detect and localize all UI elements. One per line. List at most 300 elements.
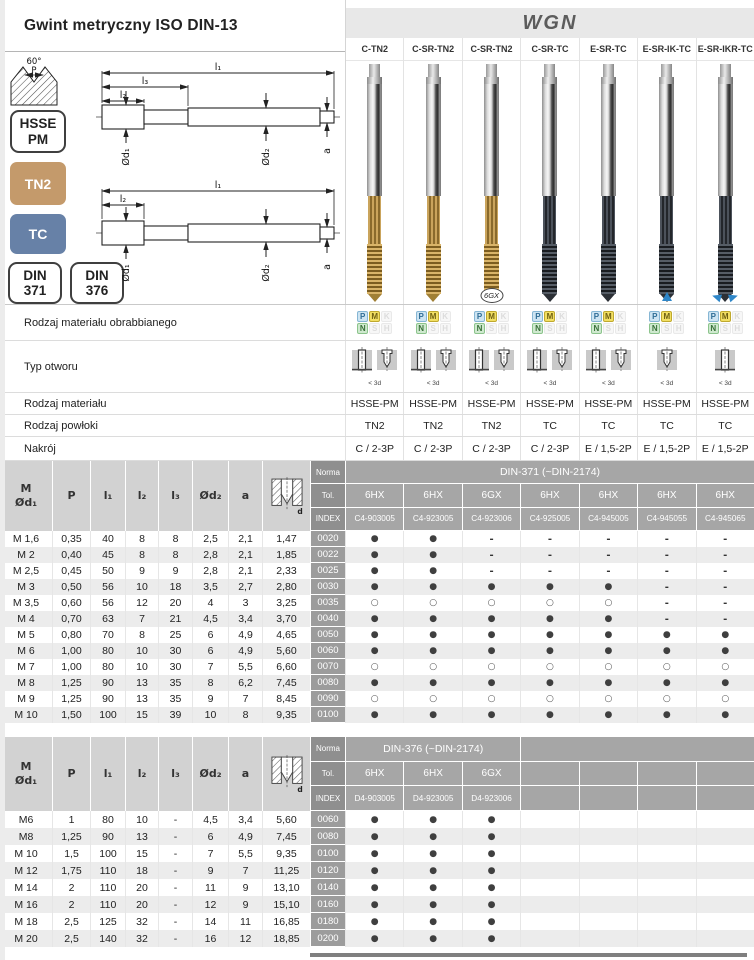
availability-cell — [696, 611, 754, 627]
hole-depth-note: < 3d — [718, 379, 732, 387]
dim-value: 3,4 — [228, 611, 262, 627]
material-badge-p: P — [591, 311, 602, 322]
attribute-cell — [520, 341, 578, 392]
attribute-value: E / 1,5-2P — [585, 442, 632, 455]
attr-label-coating: Rodzaj powłoki — [24, 419, 98, 432]
availability-cell — [520, 930, 578, 947]
hole-type-icons — [586, 347, 631, 379]
material-row — [0, 393, 754, 415]
product-column-label: E-SR-IKR-TC — [697, 38, 754, 61]
hole-icon-blind — [552, 347, 572, 379]
attribute-cell — [579, 393, 637, 414]
material-suitability-chart — [532, 310, 567, 335]
availability-cell — [696, 563, 754, 579]
dim-value: 18 — [125, 862, 158, 879]
availability-cell — [579, 896, 637, 913]
availability-symbol: - — [664, 549, 669, 561]
dim-value: 7 — [192, 845, 228, 862]
availability-cell — [403, 675, 461, 691]
availability-cell — [345, 611, 403, 627]
availability-symbol: ● — [487, 831, 496, 842]
dim-value: 2 — [52, 896, 90, 913]
material-suitability-chart — [474, 310, 509, 335]
attribute-value: C / 2-3P — [355, 442, 394, 455]
index-code-cell — [637, 786, 695, 810]
material-suitability-cells — [345, 305, 754, 340]
dim-value: M 10 — [14, 709, 38, 721]
availability-cell — [637, 811, 695, 828]
attribute-cell — [403, 415, 461, 436]
availability-symbol: - — [723, 613, 728, 625]
availability-symbol: - — [664, 565, 669, 577]
tap-thread — [484, 244, 499, 294]
tap-square-head — [428, 64, 439, 77]
availability-symbol: ● — [546, 646, 554, 656]
dim-value: 63 — [90, 611, 125, 627]
dim-value: M 4 — [17, 613, 35, 625]
material-badge-p: P — [532, 311, 543, 322]
table1-index-row — [310, 508, 754, 530]
availability-cell — [637, 691, 695, 707]
availability-cell — [403, 862, 461, 879]
drawing-area — [0, 52, 345, 304]
title-row — [0, 0, 345, 52]
attribute-cell — [403, 305, 461, 340]
dim-value: 0,40 — [52, 547, 90, 563]
dim-value: 30 — [158, 659, 192, 675]
spec-row — [0, 563, 754, 579]
availability-symbol: - — [489, 565, 494, 577]
dim-value: 4,9 — [228, 828, 262, 845]
dim-header-line: l₃ — [171, 767, 180, 781]
tap-tip — [543, 294, 557, 302]
table1-tol-row — [310, 484, 754, 506]
material-badge-m: M — [544, 311, 555, 322]
availability-symbol: ○ — [662, 662, 671, 672]
availability-symbol: ● — [370, 566, 379, 576]
index-code-cell: C4-903005 — [345, 508, 403, 530]
availability-symbol: ● — [429, 630, 438, 640]
hole-type-row — [0, 341, 754, 393]
material-badge-k: K — [673, 311, 684, 322]
tolerance-cell: 6HX — [345, 484, 403, 506]
blue-tip-arrow — [662, 292, 672, 301]
attribute-value: TC — [542, 419, 557, 432]
availability-cell — [579, 691, 637, 707]
index-number: 0080 — [310, 828, 345, 845]
dim-value: 32 — [125, 913, 158, 930]
availability-symbol: ● — [546, 614, 554, 624]
material-badge-n: N — [474, 323, 485, 334]
dim-value: M 6 — [17, 645, 35, 657]
availability-cell — [345, 913, 403, 930]
availability-symbol: ○ — [429, 598, 438, 608]
availability-symbol: - — [723, 597, 728, 609]
dim-header — [228, 737, 262, 811]
material-badge-k: K — [381, 311, 392, 322]
availability-symbol: ○ — [546, 694, 554, 704]
dim-value: 10 — [125, 659, 158, 675]
table1-norma-row — [310, 461, 754, 483]
availability-symbol: ● — [429, 916, 438, 927]
availability-symbol: ● — [370, 582, 379, 592]
availability-cell — [462, 828, 520, 845]
material-chart-row — [532, 311, 567, 322]
hole-icon-through — [352, 347, 372, 379]
availability-cell — [696, 828, 754, 845]
dim-value: 80 — [90, 659, 125, 675]
spec-table-din371 — [0, 461, 754, 723]
availability-symbol: ○ — [487, 598, 496, 608]
attribute-value: TC — [718, 419, 733, 432]
availability-cell — [637, 531, 695, 547]
index-number: 0120 — [310, 862, 345, 879]
dim-value: 39 — [158, 707, 192, 723]
availability-symbol: - — [547, 565, 553, 577]
product-column-label: C-SR-TN2 — [463, 38, 520, 61]
availability-cell — [579, 547, 637, 563]
dim-value: 56 — [90, 579, 125, 595]
table1-dimension-headers — [0, 461, 310, 531]
tolerance-cell — [696, 762, 754, 786]
attribute-cell — [403, 393, 461, 414]
hole-icon-through — [586, 347, 606, 379]
tap-square-head — [720, 64, 731, 77]
availability-symbol: ○ — [487, 694, 496, 704]
blue-tip-arrows — [710, 291, 740, 301]
attribute-value: TN2 — [423, 419, 444, 432]
availability-symbol: ● — [604, 630, 613, 640]
dim-value: 15 — [125, 845, 158, 862]
hole-depth-note: < 3d — [426, 379, 440, 387]
availability-cell — [345, 828, 403, 845]
availability-cell — [345, 595, 403, 611]
dim-header — [0, 461, 52, 531]
hole-depth-note: < 3d — [485, 379, 498, 387]
availability-symbol: ● — [370, 865, 379, 876]
availability-symbol: ● — [487, 882, 496, 893]
availability-cell — [520, 896, 578, 913]
dim-value: 11 — [192, 879, 228, 896]
availability-symbol: ● — [429, 566, 438, 576]
availability-symbol: ● — [487, 814, 496, 825]
attribute-value: HSSE-PM — [642, 397, 691, 410]
material-badge-n: N — [708, 323, 719, 334]
availability-cell — [345, 579, 403, 595]
material-badge-h: H — [732, 323, 743, 334]
availability-cell — [345, 547, 403, 563]
attr-label-material: Rodzaj materiału — [24, 397, 107, 410]
availability-cell — [403, 896, 461, 913]
dim-value: 110 — [90, 896, 125, 913]
attribute-cell — [345, 415, 403, 436]
dim-value: 4,9 — [228, 643, 262, 659]
availability-cell — [462, 531, 520, 547]
tap-thread — [542, 244, 557, 294]
dim-value: 45 — [90, 547, 125, 563]
availability-cell — [345, 930, 403, 947]
index-number: 0030 — [310, 579, 345, 595]
availability-cell — [403, 531, 461, 547]
attribute-cell — [579, 341, 637, 392]
material-badge-s: S — [369, 323, 380, 334]
dim-value: 12 — [228, 930, 262, 947]
material-chart-row — [591, 311, 626, 322]
availability-cell — [462, 579, 520, 595]
availability-symbol: ● — [370, 710, 379, 720]
dim-value: 1 — [52, 811, 90, 828]
availability-cell — [462, 643, 520, 659]
material-badge-h: H — [615, 323, 626, 334]
tap-flutes — [543, 196, 556, 244]
spec-row — [0, 828, 754, 845]
availability-cell — [696, 930, 754, 947]
availability-cell — [579, 627, 637, 643]
table2-index-row — [310, 786, 754, 810]
attribute-value: HSSE-PM — [526, 397, 574, 410]
hole-icon-blind — [377, 347, 397, 379]
availability-cell — [696, 707, 754, 723]
availability-cell — [637, 845, 695, 862]
availability-cell — [403, 563, 461, 579]
attribute-cell — [462, 305, 520, 340]
availability-cell — [345, 563, 403, 579]
dim-value: - — [158, 930, 192, 947]
availability-cell — [696, 531, 754, 547]
material-badge-p: P — [474, 311, 485, 322]
availability-symbol: ● — [429, 710, 438, 720]
product-column — [696, 38, 754, 304]
dim-value: 3,70 — [262, 611, 310, 627]
availability-cell — [637, 862, 695, 879]
dim-value: 9,35 — [262, 707, 310, 723]
availability-cell — [637, 930, 695, 947]
spec-row — [0, 643, 754, 659]
dim-value: 56 — [90, 595, 125, 611]
availability-symbol: ● — [662, 646, 671, 656]
attribute-cell — [579, 437, 637, 460]
material-cells — [345, 393, 754, 414]
availability-symbol: - — [489, 533, 494, 545]
dim-value: 18,85 — [262, 930, 310, 947]
availability-cell — [345, 659, 403, 675]
availability-symbol: - — [606, 565, 611, 577]
dim-value: - — [158, 879, 192, 896]
attribute-cell — [345, 437, 403, 460]
index-code-cell: C4-945065 — [696, 508, 754, 530]
dim-value: M 3 — [17, 581, 35, 593]
material-badge-h: H — [381, 323, 392, 334]
dim-value: - — [158, 845, 192, 862]
tolerance-cells — [345, 762, 754, 786]
material-badge-p: P — [416, 311, 427, 322]
dim-value: M 9 — [17, 693, 35, 705]
availability-cell — [696, 879, 754, 896]
dim-label-d1-bottom: Ød₁ — [121, 264, 132, 282]
availability-cell — [520, 595, 578, 611]
norma-label: Norma — [310, 737, 345, 761]
availability-cell — [345, 811, 403, 828]
product-column-label: E-SR-TC — [580, 38, 637, 61]
index-number: 0100 — [310, 845, 345, 862]
tolerance-cell: 6HX — [579, 484, 637, 506]
availability-cell — [462, 675, 520, 691]
tap-shank — [718, 84, 733, 196]
badge-hsse-line2: PM — [27, 131, 49, 147]
availability-cell — [403, 811, 461, 828]
dim-value: 6,60 — [262, 659, 310, 675]
badge-tn2: TN2 — [10, 162, 66, 205]
dim-label-l2-top: l₂ — [119, 90, 127, 101]
availability-symbol: ○ — [429, 662, 438, 672]
dim-label-d1-top: Ød₁ — [121, 148, 132, 166]
availability-cell — [403, 627, 461, 643]
dim-value: 5,60 — [262, 811, 310, 828]
index-number: 0100 — [310, 707, 345, 723]
tap-collar — [718, 77, 733, 84]
availability-cell — [696, 675, 754, 691]
coating-row — [0, 415, 754, 437]
availability-cell — [403, 611, 461, 627]
hole-icon-blind — [494, 347, 514, 379]
hole-type-icons — [469, 347, 514, 379]
material-badge-h: H — [440, 323, 451, 334]
spec-row — [0, 913, 754, 930]
attribute-value: TN2 — [364, 419, 385, 432]
availability-cell — [696, 811, 754, 828]
dim-value: 110 — [90, 862, 125, 879]
tolerance-cell — [637, 762, 695, 786]
availability-symbol: ● — [370, 614, 379, 624]
material-badge-h: H — [673, 323, 684, 334]
availability-cell — [579, 659, 637, 675]
dim-value: 2,8 — [192, 563, 228, 579]
availability-cell — [637, 547, 695, 563]
availability-cell — [520, 531, 578, 547]
availability-symbol: ● — [487, 630, 496, 640]
spec-row — [0, 896, 754, 913]
attr-label-chamfer: Nakrój — [24, 442, 56, 455]
availability-cell — [579, 828, 637, 845]
dim-value: 4,9 — [228, 627, 262, 643]
dim-value: 0,45 — [52, 563, 90, 579]
tap-collar — [426, 77, 441, 84]
material-badge-k: K — [498, 311, 509, 322]
dim-value: 0,70 — [52, 611, 90, 627]
availability-cell — [345, 879, 403, 896]
dim-value: 6 — [192, 643, 228, 659]
attribute-cell — [696, 305, 754, 340]
availability-cell — [520, 659, 578, 675]
availability-symbol: ● — [546, 630, 554, 640]
tap-shank — [601, 84, 616, 196]
attribute-cell — [462, 415, 520, 436]
dim-label-l1-top: l₁ — [214, 62, 222, 73]
dim-value: 1,00 — [52, 643, 90, 659]
availability-cell — [696, 659, 754, 675]
dim-value: 12 — [125, 595, 158, 611]
tap-shank — [367, 84, 382, 196]
spec-row — [0, 595, 754, 611]
dim-value: 1,5 — [52, 845, 90, 862]
dim-value: 9 — [228, 896, 262, 913]
spec-row — [0, 579, 754, 595]
index-number: 0020 — [310, 531, 345, 547]
tap-tip — [368, 294, 382, 302]
product-column — [520, 38, 578, 304]
badge-hsse-line1: HSSE — [19, 116, 57, 132]
dim-value: 5,5 — [228, 659, 262, 675]
dim-header-line: l₁ — [103, 489, 113, 503]
tap-photo — [638, 61, 695, 304]
availability-cell — [462, 862, 520, 879]
drill-icon-header — [262, 737, 310, 811]
availability-cell — [696, 691, 754, 707]
dim-header-line: M — [20, 482, 32, 496]
hole-icon-blind — [436, 347, 456, 379]
dim-label-l3-top: l₃ — [141, 76, 149, 87]
tolerance-class-note: 6GX — [480, 288, 503, 303]
table2-tol-row — [310, 762, 754, 786]
availability-symbol: - — [547, 549, 553, 561]
tap-square-head — [544, 64, 555, 77]
hole-type-icons — [352, 347, 397, 379]
attribute-cell — [579, 305, 637, 340]
attribute-cell — [520, 437, 578, 460]
availability-cell — [520, 643, 578, 659]
availability-symbol: ● — [487, 848, 496, 859]
tap-flutes — [602, 196, 615, 244]
hole-icon-through — [411, 347, 431, 379]
product-column — [637, 38, 695, 304]
availability-symbol: - — [723, 565, 728, 577]
availability-symbol: ● — [370, 916, 379, 927]
index-code-cell — [579, 786, 637, 810]
availability-symbol: - — [489, 549, 494, 561]
availability-symbol: ○ — [662, 694, 671, 704]
availability-cell — [462, 707, 520, 723]
dim-value: 2,1 — [228, 547, 262, 563]
attribute-value: C / 2-3P — [472, 442, 511, 455]
attribute-cell — [637, 341, 695, 392]
availability-symbol: ○ — [429, 694, 438, 704]
dim-value: 5,60 — [262, 643, 310, 659]
index-number: 0200 — [310, 930, 345, 947]
attribute-value: HSSE-PM — [350, 397, 399, 410]
svg-text:d: d — [296, 784, 303, 793]
availability-symbol: ● — [604, 710, 613, 720]
spec-row — [0, 531, 754, 547]
dim-value: 4,5 — [192, 611, 228, 627]
tap-square-head — [369, 64, 380, 77]
spec-row — [0, 879, 754, 896]
dim-value: 2,8 — [192, 547, 228, 563]
availability-cell — [403, 579, 461, 595]
availability-symbol: ● — [429, 534, 438, 544]
dim-value: 9 — [192, 862, 228, 879]
availability-symbol: ● — [429, 831, 438, 842]
tap-photo — [404, 61, 461, 304]
tap-flutes — [719, 196, 732, 244]
index-code-cell: C4-945005 — [579, 508, 637, 530]
dim-value: 2,5 — [52, 930, 90, 947]
availability-cell — [579, 675, 637, 691]
dim-header-sub: Ød₁ — [14, 774, 38, 787]
availability-symbol: ● — [429, 614, 438, 624]
availability-cell — [403, 930, 461, 947]
tap-collar — [484, 77, 499, 84]
availability-symbol: ○ — [546, 662, 554, 672]
